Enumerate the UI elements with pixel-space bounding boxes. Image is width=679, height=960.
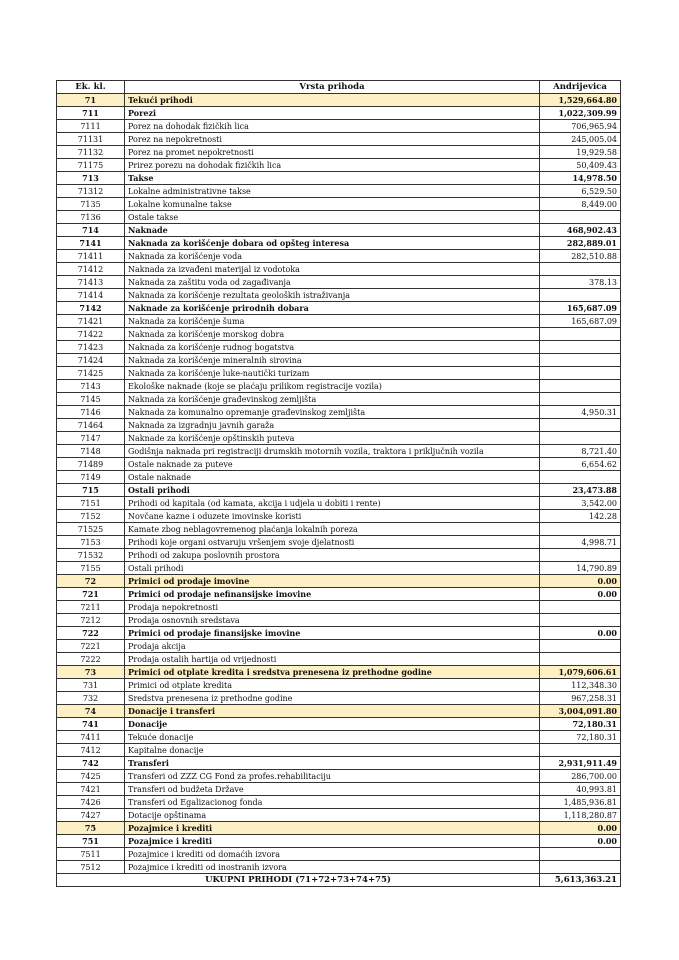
table-row [57, 198, 621, 211]
row-description: Naknada za korišćenje dobara od opšteg interesa [125, 237, 540, 250]
table-row [57, 770, 621, 783]
row-code: 75 [57, 822, 125, 835]
row-description: Ostale naknade [125, 471, 540, 484]
row-amount: 165,687.09 [540, 302, 621, 315]
row-description: Ekološke naknade (koje se plaćaju prilikom registracije vozila) [125, 380, 540, 393]
row-description: Primici od otplate kredita i sredstva prenesena iz prethodne godine [125, 666, 540, 679]
row-description: Transferi od ZZZ CG Fond za profes.rehabilitaciju [125, 770, 540, 783]
row-amount [540, 354, 621, 367]
row-amount [540, 744, 621, 757]
table-row [57, 276, 621, 289]
table-row [57, 744, 621, 757]
row-amount: 1,022,309.99 [540, 107, 621, 120]
row-amount: 14,978.50 [540, 172, 621, 185]
table-header-row [57, 81, 621, 94]
row-code: 71413 [57, 276, 125, 289]
row-description: Naknade za korišćenje opštinskih puteva [125, 432, 540, 445]
row-amount: 3,542.00 [540, 497, 621, 510]
table-row [57, 757, 621, 770]
row-code: 7421 [57, 783, 125, 796]
row-description: Ostali prihodi [125, 562, 540, 575]
row-description: Prirez porezu na dohodak fizičkih lica [125, 159, 540, 172]
row-amount [540, 393, 621, 406]
row-code: 714 [57, 224, 125, 237]
row-code: 7149 [57, 471, 125, 484]
row-description: Naknada za korišćenje morskog dobra [125, 328, 540, 341]
row-code: 71532 [57, 549, 125, 562]
total-label: UKUPNI PRIHODI (71+72+73+74+75) [57, 874, 540, 887]
table-row [57, 94, 621, 107]
row-amount: 0.00 [540, 575, 621, 588]
row-description: Porez na dohodak fizičkih lica [125, 120, 540, 133]
table-row [57, 341, 621, 354]
row-amount [540, 328, 621, 341]
row-code: 7152 [57, 510, 125, 523]
row-code: 71422 [57, 328, 125, 341]
table-row [57, 848, 621, 861]
row-description: Primici od prodaje imovine [125, 575, 540, 588]
row-amount [540, 432, 621, 445]
table-row [57, 471, 621, 484]
row-description: Naknade za korišćenje prirodnih dobara [125, 302, 540, 315]
row-description: Transferi od budžeta Države [125, 783, 540, 796]
table-row [57, 185, 621, 198]
table-row [57, 510, 621, 523]
row-code: 71464 [57, 419, 125, 432]
table-row [57, 328, 621, 341]
revenue-table [56, 80, 621, 887]
row-description: Ostale takse [125, 211, 540, 224]
table-row [57, 419, 621, 432]
row-code: 7145 [57, 393, 125, 406]
row-description: Naknada za korišćenje šuma [125, 315, 540, 328]
table-row [57, 614, 621, 627]
row-description: Naknada za korišćenje mineralnih sirovina [125, 354, 540, 367]
table-row [57, 458, 621, 471]
table-row [57, 549, 621, 562]
table-row [57, 653, 621, 666]
row-description: Kamate zbog neblagovremenog plaćanja lokalnih poreza [125, 523, 540, 536]
table-row [57, 601, 621, 614]
table-row [57, 640, 621, 653]
row-amount [540, 614, 621, 627]
row-description: Primici od prodaje finansijske imovine [125, 627, 540, 640]
row-amount: 282,889.01 [540, 237, 621, 250]
row-description: Takse [125, 172, 540, 185]
row-code: 7222 [57, 653, 125, 666]
row-code: 73 [57, 666, 125, 679]
table-row [57, 133, 621, 146]
row-amount: 6,529.50 [540, 185, 621, 198]
row-code: 71424 [57, 354, 125, 367]
row-amount: 72,180.31 [540, 731, 621, 744]
row-amount: 2,931,911.49 [540, 757, 621, 770]
row-code: 71411 [57, 250, 125, 263]
table-row [57, 237, 621, 250]
row-description: Porezi [125, 107, 540, 120]
row-amount: 1,485,936.81 [540, 796, 621, 809]
row-description: Prodaja nepokretnosti [125, 601, 540, 614]
row-code: 713 [57, 172, 125, 185]
row-code: 715 [57, 484, 125, 497]
row-amount [540, 263, 621, 276]
table-row [57, 107, 621, 120]
header-code: Ek. kl. [57, 81, 125, 94]
table-row [57, 666, 621, 679]
table-row [57, 718, 621, 731]
table-row [57, 679, 621, 692]
row-code: 71412 [57, 263, 125, 276]
table-row [57, 406, 621, 419]
table-row [57, 159, 621, 172]
row-code: 71423 [57, 341, 125, 354]
row-code: 721 [57, 588, 125, 601]
table-row [57, 250, 621, 263]
table-row [57, 731, 621, 744]
row-code: 7136 [57, 211, 125, 224]
revenue-report [56, 80, 620, 887]
row-description: Tekući prihodi [125, 94, 540, 107]
table-row [57, 211, 621, 224]
row-amount [540, 523, 621, 536]
row-code: 7146 [57, 406, 125, 419]
table-row [57, 562, 621, 575]
row-description: Primici od otplate kredita [125, 679, 540, 692]
table-row [57, 783, 621, 796]
table-row [57, 588, 621, 601]
row-amount: 1,529,664.80 [540, 94, 621, 107]
row-code: 7212 [57, 614, 125, 627]
row-code: 7412 [57, 744, 125, 757]
row-code: 711 [57, 107, 125, 120]
row-amount: 112,348.30 [540, 679, 621, 692]
table-row [57, 692, 621, 705]
row-description: Prodaja osnovnih sredstava [125, 614, 540, 627]
row-code: 71131 [57, 133, 125, 146]
row-code: 731 [57, 679, 125, 692]
row-description: Naknade [125, 224, 540, 237]
row-amount [540, 471, 621, 484]
table-row [57, 796, 621, 809]
row-amount: 286,700.00 [540, 770, 621, 783]
row-amount: 282,510.88 [540, 250, 621, 263]
row-description: Ostale naknade za puteve [125, 458, 540, 471]
header-description: Vrsta prihoda [125, 81, 540, 94]
row-description: Porez na promet nepokretnosti [125, 146, 540, 159]
row-code: 7111 [57, 120, 125, 133]
table-row [57, 497, 621, 510]
table-row [57, 289, 621, 302]
total-amount: 5,613,363.21 [540, 874, 621, 887]
row-code: 7151 [57, 497, 125, 510]
row-amount: 23,473.88 [540, 484, 621, 497]
row-code: 7148 [57, 445, 125, 458]
row-amount [540, 341, 621, 354]
row-description: Prihodi od kapitala (od kamata, akcija i udjela u dobiti i rente) [125, 497, 540, 510]
row-description: Godišnja naknada pri registraciji drumskih motornih vozila, traktora i priključnih vozila [125, 445, 540, 458]
row-amount [540, 380, 621, 393]
row-code: 71 [57, 94, 125, 107]
row-amount [540, 289, 621, 302]
table-body [57, 94, 621, 874]
row-amount: 8,721.40 [540, 445, 621, 458]
row-code: 7143 [57, 380, 125, 393]
row-description: Naknada za izgradnju javnih garaža [125, 419, 540, 432]
row-amount: 0.00 [540, 588, 621, 601]
table-row [57, 302, 621, 315]
row-description: Pozajmice i krediti [125, 822, 540, 835]
row-code: 742 [57, 757, 125, 770]
table-row [57, 263, 621, 276]
row-amount: 165,687.09 [540, 315, 621, 328]
row-code: 741 [57, 718, 125, 731]
row-amount: 40,993.81 [540, 783, 621, 796]
row-description: Tekuće donacije [125, 731, 540, 744]
row-code: 7427 [57, 809, 125, 822]
table-row [57, 224, 621, 237]
row-code: 7512 [57, 861, 125, 874]
row-code: 71425 [57, 367, 125, 380]
row-code: 722 [57, 627, 125, 640]
table-row [57, 367, 621, 380]
row-amount: 19,929.58 [540, 146, 621, 159]
row-code: 7142 [57, 302, 125, 315]
row-code: 71175 [57, 159, 125, 172]
table-row [57, 354, 621, 367]
row-amount [540, 211, 621, 224]
row-description: Porez na nepokretnosti [125, 133, 540, 146]
row-code: 7221 [57, 640, 125, 653]
row-description: Transferi od Egalizacionog fonda [125, 796, 540, 809]
table-row [57, 484, 621, 497]
row-amount: 50,409.43 [540, 159, 621, 172]
row-amount: 378.13 [540, 276, 621, 289]
row-description: Naknada za zaštitu voda od zagađivanja [125, 276, 540, 289]
row-amount: 706,965.94 [540, 120, 621, 133]
row-code: 7211 [57, 601, 125, 614]
row-code: 7511 [57, 848, 125, 861]
row-amount: 4,998.71 [540, 536, 621, 549]
row-code: 71489 [57, 458, 125, 471]
row-code: 7425 [57, 770, 125, 783]
row-description: Pozajmice i krediti od domaćih izvora [125, 848, 540, 861]
row-description: Primici od prodaje nefinansijske imovine [125, 588, 540, 601]
row-amount: 0.00 [540, 627, 621, 640]
row-amount [540, 549, 621, 562]
row-description: Donacije [125, 718, 540, 731]
table-row [57, 575, 621, 588]
table-row [57, 393, 621, 406]
table-row [57, 835, 621, 848]
row-amount: 8,449.00 [540, 198, 621, 211]
row-amount: 72,180.31 [540, 718, 621, 731]
table-row [57, 146, 621, 159]
table-row [57, 822, 621, 835]
header-amount: Andrijevica [540, 81, 621, 94]
row-description: Naknada za komunalno opremanje građevinskog zemljišta [125, 406, 540, 419]
row-description: Naknada za korišćenje građevinskog zemljišta [125, 393, 540, 406]
row-description: Lokalne administrativne takse [125, 185, 540, 198]
row-code: 74 [57, 705, 125, 718]
row-description: Transferi [125, 757, 540, 770]
table-row [57, 315, 621, 328]
row-amount [540, 367, 621, 380]
row-amount: 1,079,606.61 [540, 666, 621, 679]
table-row [57, 861, 621, 874]
row-amount: 468,902.43 [540, 224, 621, 237]
table-row [57, 380, 621, 393]
row-code: 7155 [57, 562, 125, 575]
row-amount: 0.00 [540, 835, 621, 848]
row-description: Pozajmice i krediti [125, 835, 540, 848]
row-amount [540, 861, 621, 874]
row-code: 7426 [57, 796, 125, 809]
row-description: Naknada za korišćenje rezultata geoloških istraživanja [125, 289, 540, 302]
row-description: Ostali prihodi [125, 484, 540, 497]
row-amount: 1,118,280.87 [540, 809, 621, 822]
row-code: 71414 [57, 289, 125, 302]
row-code: 7141 [57, 237, 125, 250]
total-row [57, 874, 621, 887]
row-amount [540, 601, 621, 614]
table-row [57, 523, 621, 536]
row-amount: 142.28 [540, 510, 621, 523]
table-row [57, 809, 621, 822]
table-row [57, 432, 621, 445]
row-code: 7147 [57, 432, 125, 445]
row-description: Pozajmice i krediti od inostranih izvora [125, 861, 540, 874]
row-amount: 6,654.62 [540, 458, 621, 471]
row-description: Naknada za korišćenje voda [125, 250, 540, 263]
row-amount: 245,005.04 [540, 133, 621, 146]
row-amount: 4,950.31 [540, 406, 621, 419]
row-description: Prodaja akcija [125, 640, 540, 653]
row-code: 71312 [57, 185, 125, 198]
row-code: 7153 [57, 536, 125, 549]
row-amount [540, 848, 621, 861]
row-description: Naknada za korišćenje luke-nautički turizam [125, 367, 540, 380]
row-description: Prihodi od zakupa poslovnih prostora [125, 549, 540, 562]
row-code: 71525 [57, 523, 125, 536]
table-row [57, 536, 621, 549]
row-code: 71421 [57, 315, 125, 328]
row-description: Donacije i transferi [125, 705, 540, 718]
row-description: Sredstva prenesena iz prethodne godine [125, 692, 540, 705]
table-row [57, 705, 621, 718]
table-row [57, 445, 621, 458]
row-code: 71132 [57, 146, 125, 159]
row-description: Kapitalne donacije [125, 744, 540, 757]
row-amount: 967,258.31 [540, 692, 621, 705]
row-code: 72 [57, 575, 125, 588]
row-code: 732 [57, 692, 125, 705]
row-description: Naknada za izvađeni materijal iz vodotoka [125, 263, 540, 276]
row-description: Prodaja ostalih hartija od vrijednosti [125, 653, 540, 666]
row-amount [540, 419, 621, 432]
row-description: Novčane kazne i oduzete imovinske koristi [125, 510, 540, 523]
table-row [57, 172, 621, 185]
row-description: Naknada za korišćenje rudnog bogatstva [125, 341, 540, 354]
row-code: 7411 [57, 731, 125, 744]
row-amount: 3,004,091.80 [540, 705, 621, 718]
row-amount [540, 640, 621, 653]
row-code: 751 [57, 835, 125, 848]
row-code: 7135 [57, 198, 125, 211]
table-row [57, 120, 621, 133]
row-description: Dotacije opštinama [125, 809, 540, 822]
row-amount: 0.00 [540, 822, 621, 835]
row-description: Lokalne komunalne takse [125, 198, 540, 211]
table-row [57, 627, 621, 640]
row-amount [540, 653, 621, 666]
row-description: Prihodi koje organi ostvaruju vršenjem svoje djelatnosti [125, 536, 540, 549]
row-amount: 14,790.89 [540, 562, 621, 575]
